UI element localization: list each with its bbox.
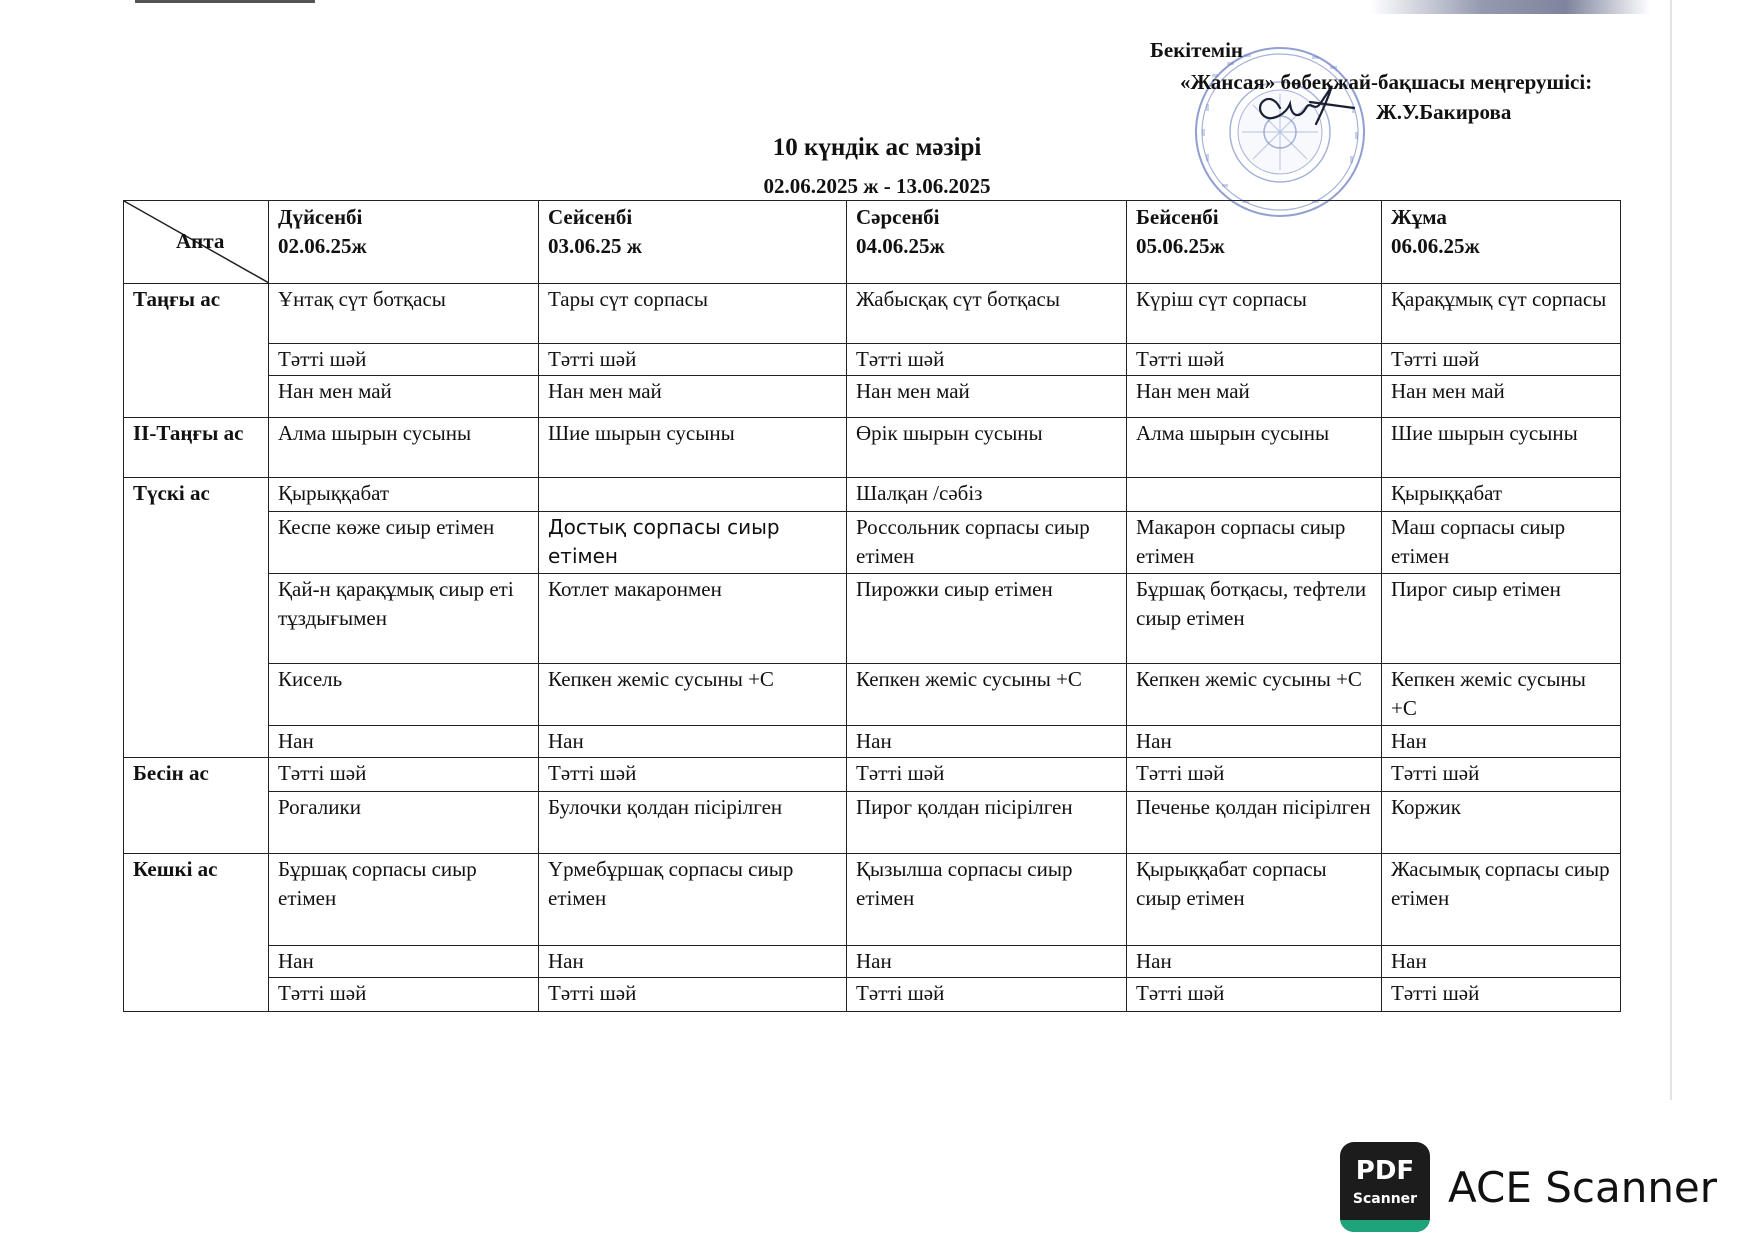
- menu-cell: Қырыққабат: [269, 478, 539, 512]
- day-header-thursday: [1127, 201, 1382, 284]
- menu-cell: Қырыққабат: [1382, 478, 1621, 512]
- scan-edge-line: [135, 0, 315, 3]
- menu-cell: Шие шырын сусыны: [1382, 418, 1621, 478]
- menu-cell: Тәтті шәй: [1382, 758, 1621, 792]
- meal-snack: Бесін ас: [124, 758, 269, 854]
- day-header-wednesday: [847, 201, 1127, 284]
- logo-pdf-text: PDF: [1355, 1156, 1415, 1186]
- menu-cell: Қызылша сорпасы сиыр етімен: [847, 854, 1127, 946]
- menu-cell: Қарақұмық сүт сорпасы: [1382, 284, 1621, 344]
- menu-cell: Бұршақ сорпасы сиыр етімен: [269, 854, 539, 946]
- menu-cell: Тәтті шәй: [1382, 344, 1621, 376]
- logo-accent-bar: [1340, 1220, 1430, 1232]
- menu-cell: Өрік шырын сусыны: [847, 418, 1127, 478]
- day-date: 04.06.25ж: [856, 234, 945, 258]
- menu-cell: Нан мен май: [1382, 376, 1621, 418]
- day-header-tuesday: [539, 201, 847, 284]
- menu-cell: Нан: [1382, 946, 1621, 978]
- menu-table: [123, 200, 1621, 1012]
- menu-cell: Нан: [1127, 726, 1382, 758]
- meal-dinner: Кешкі ас: [124, 854, 269, 1012]
- menu-cell: Жасымық сорпасы сиыр етімен: [1382, 854, 1621, 946]
- table-row: [124, 978, 1621, 1012]
- approval-heading: Бекітемін: [1150, 38, 1244, 62]
- day-name: Сейсенбі: [548, 205, 633, 229]
- menu-cell: Күріш сүт сорпасы: [1127, 284, 1382, 344]
- menu-cell: Кеспе көже сиыр етімен: [269, 512, 539, 574]
- menu-cell: Тәтті шәй: [847, 758, 1127, 792]
- date-range: 02.06.2025 ж - 13.06.2025: [763, 174, 991, 198]
- menu-cell: Булочки қолдан пісірілген: [539, 792, 847, 854]
- scanner-brand-name: ACE Scanner: [1448, 1162, 1718, 1212]
- meal-breakfast: Таңғы ас: [124, 284, 269, 418]
- menu-cell: Тәтті шәй: [539, 758, 847, 792]
- menu-cell: Тәтті шәй: [1127, 758, 1382, 792]
- day-date: 06.06.25ж: [1391, 234, 1480, 258]
- menu-cell: Макарон сорпасы сиыр етімен: [1127, 512, 1382, 574]
- menu-cell: Печенье қолдан пісірілген: [1127, 792, 1382, 854]
- corner-header-cell: [124, 201, 269, 284]
- day-header-monday: [269, 201, 539, 284]
- menu-cell: Тәтті шәй: [1127, 978, 1382, 1012]
- day-name: Бейсенбі: [1136, 205, 1219, 229]
- menu-cell: Котлет макаронмен: [539, 574, 847, 664]
- meal-lunch: Түскі ас: [124, 478, 269, 758]
- menu-cell: Алма шырын сусыны: [1127, 418, 1382, 478]
- table-row: [124, 758, 1621, 792]
- menu-cell: Қырыққабат сорпасы сиыр етімен: [1127, 854, 1382, 946]
- menu-cell: Тәтті шәй: [1127, 344, 1382, 376]
- menu-cell: Нан: [269, 726, 539, 758]
- menu-cell: Кепкен жеміс сусыны +С: [539, 664, 847, 726]
- logo-scanner-text: Scanner: [1352, 1191, 1418, 1207]
- menu-cell: Шие шырын сусыны: [539, 418, 847, 478]
- table-row: [124, 284, 1621, 344]
- menu-cell: Нан мен май: [539, 376, 847, 418]
- menu-cell: Коржик: [1382, 792, 1621, 854]
- menu-cell: Нан: [269, 946, 539, 978]
- table-row: [124, 726, 1621, 758]
- day-date: 03.06.25 ж: [548, 234, 642, 258]
- meal-second-breakfast: ІІ-Таңғы ас: [124, 418, 269, 478]
- table-row: [124, 946, 1621, 978]
- table-row: [124, 574, 1621, 664]
- day-date: 05.06.25ж: [1136, 234, 1225, 258]
- menu-cell: Пирог қолдан пісірілген: [847, 792, 1127, 854]
- table-header-row: [124, 201, 1621, 284]
- menu-cell: Тәтті шәй: [539, 344, 847, 376]
- menu-cell: Кепкен жеміс сусыны +С: [1382, 664, 1621, 726]
- menu-cell: Шалқан /сәбіз: [847, 478, 1127, 512]
- day-name: Жұма: [1391, 205, 1447, 229]
- week-label: Апта: [176, 229, 225, 253]
- menu-cell: Кисель: [269, 664, 539, 726]
- menu-cell: Нан: [539, 946, 847, 978]
- day-name: Дүйсенбі: [278, 205, 363, 229]
- menu-cell: Пирог сиыр етімен: [1382, 574, 1621, 664]
- menu-cell: Нан: [847, 946, 1127, 978]
- table-row: [124, 418, 1621, 478]
- table-row: [124, 664, 1621, 726]
- page-title: 10 күндік ас мәзірі: [772, 134, 982, 161]
- approval-block: [1140, 36, 1660, 146]
- scan-ink-smudge: [1370, 0, 1650, 14]
- page-edge: [1670, 0, 1672, 1100]
- menu-cell: Тәтті шәй: [269, 344, 539, 376]
- menu-cell: Пирожки сиыр етімен: [847, 574, 1127, 664]
- menu-cell: Достық сорпасы сиыр етімен: [539, 512, 847, 574]
- menu-cell: Жабысқақ сүт ботқасы: [847, 284, 1127, 344]
- menu-cell: Ұнтақ сүт ботқасы: [269, 284, 539, 344]
- menu-cell: Нан мен май: [1127, 376, 1382, 418]
- table-row: [124, 854, 1621, 946]
- approval-signatory: Ж.У.Бакирова: [1376, 100, 1512, 124]
- menu-cell: Нан мен май: [847, 376, 1127, 418]
- day-date: 02.06.25ж: [278, 234, 367, 258]
- menu-cell: Россольник сорпасы сиыр етімен: [847, 512, 1127, 574]
- menu-cell: Қай-н қарақұмық сиыр еті тұздығымен: [269, 574, 539, 664]
- table-row: [124, 512, 1621, 574]
- day-name: Сәрсенбі: [856, 205, 940, 229]
- menu-cell: Тары сүт сорпасы: [539, 284, 847, 344]
- menu-cell: [1127, 478, 1382, 512]
- menu-cell: Маш сорпасы сиыр етімен: [1382, 512, 1621, 574]
- menu-cell: Алма шырын сусыны: [269, 418, 539, 478]
- table-row: [124, 792, 1621, 854]
- table-row: [124, 344, 1621, 376]
- menu-cell: Үрмебұршақ сорпасы сиыр етімен: [539, 854, 847, 946]
- table-row: [124, 478, 1621, 512]
- menu-cell: Тәтті шәй: [269, 978, 539, 1012]
- pdf-scanner-logo-icon: [1340, 1142, 1430, 1232]
- menu-cell: Нан: [1127, 946, 1382, 978]
- menu-cell: Тәтті шәй: [269, 758, 539, 792]
- menu-cell: Нан: [847, 726, 1127, 758]
- menu-cell: Тәтті шәй: [1382, 978, 1621, 1012]
- menu-cell: Тәтті шәй: [847, 344, 1127, 376]
- scanner-watermark: [1340, 1142, 1717, 1232]
- day-header-friday: [1382, 201, 1621, 284]
- menu-cell: Тәтті шәй: [539, 978, 847, 1012]
- menu-cell: Кепкен жеміс сусыны +С: [1127, 664, 1382, 726]
- table-row: [124, 376, 1621, 418]
- menu-cell: Бұршақ ботқасы, тефтели сиыр етімен: [1127, 574, 1382, 664]
- menu-cell: Рогалики: [269, 792, 539, 854]
- menu-cell: Тәтті шәй: [847, 978, 1127, 1012]
- menu-cell: Нан: [1382, 726, 1621, 758]
- menu-cell: Кепкен жеміс сусыны +С: [847, 664, 1127, 726]
- menu-cell: [539, 478, 847, 512]
- menu-cell: Нан: [539, 726, 847, 758]
- approval-position: «Жансая» бөбекжай-бақшасы меңгерушісі:: [1180, 70, 1593, 94]
- menu-cell: Нан мен май: [269, 376, 539, 418]
